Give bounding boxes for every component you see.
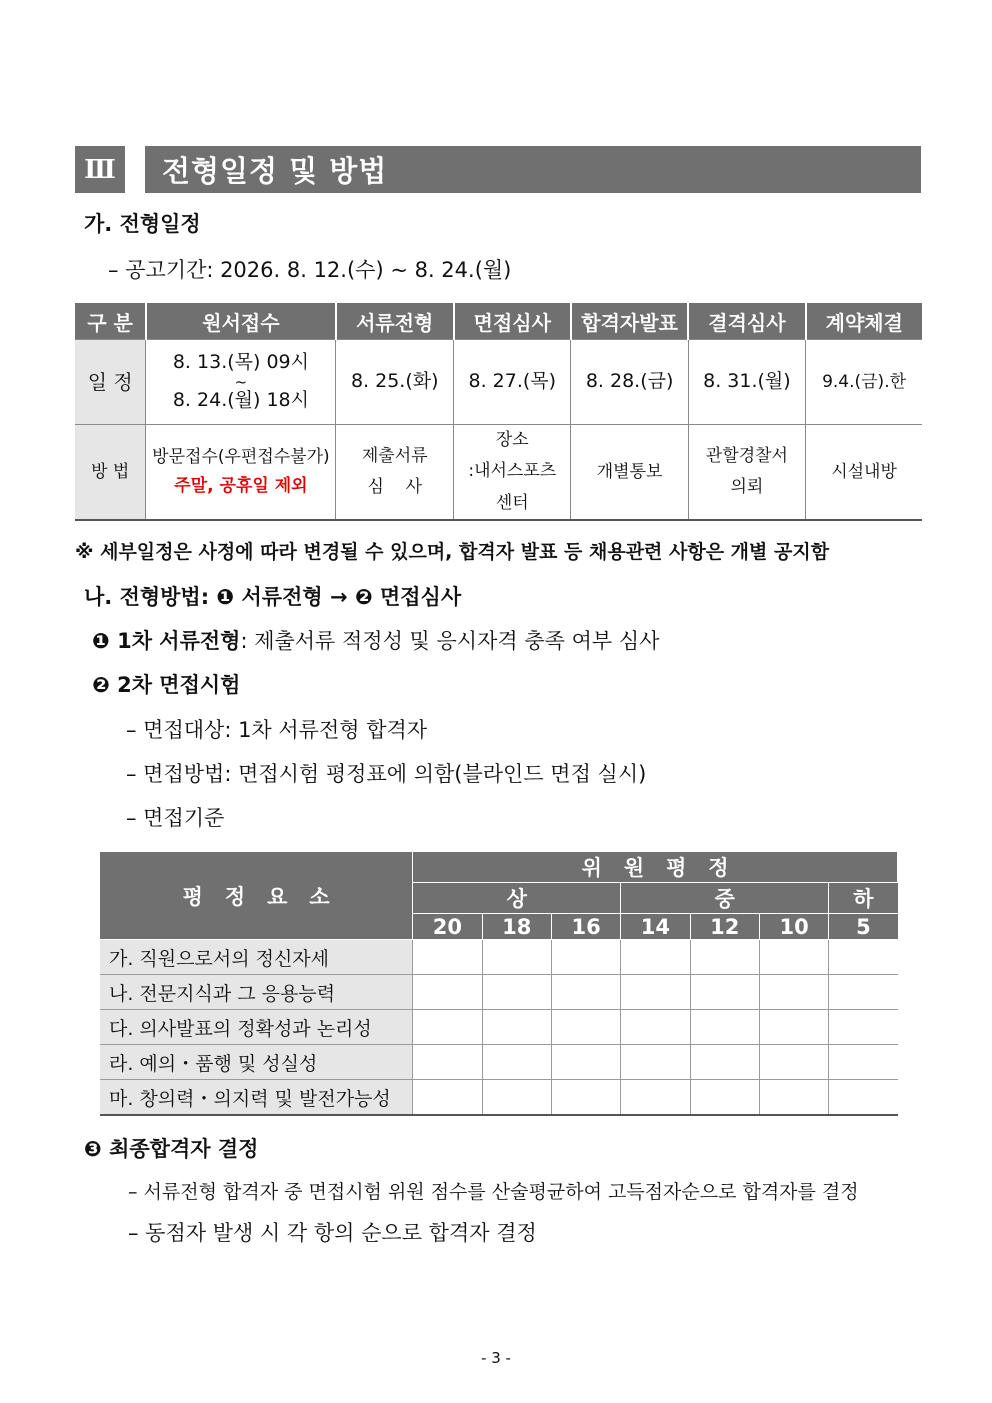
- criteria-header: 평 정 요 소: [100, 852, 413, 940]
- contract-date: 9.4.(금).한: [806, 340, 922, 425]
- announce-date: 8. 28.(금): [571, 340, 688, 425]
- score-cell: [482, 1045, 551, 1080]
- apply-exclusion: 주말, 공휴일 제외: [174, 476, 308, 497]
- score-cell: [551, 1010, 620, 1045]
- header-apply: 원서접수: [146, 303, 336, 340]
- score-14: 14: [621, 914, 690, 940]
- score-cell: [482, 975, 551, 1010]
- interview-place-label: 장소: [495, 430, 529, 450]
- doc-method-line1: 제출서류: [361, 446, 428, 467]
- score-cell: [551, 940, 620, 975]
- criterion-label: 다. 의사발표의 정확성과 논리성: [100, 1010, 413, 1045]
- grade-high: 상: [413, 883, 621, 914]
- apply-method: 방문접수(우편접수불가): [152, 447, 330, 468]
- doc-method-cell: [336, 425, 454, 521]
- grade-mid: 중: [621, 883, 829, 914]
- schedule-header-row: [75, 303, 922, 340]
- score-cell: [551, 1080, 620, 1116]
- grade-low: 하: [829, 883, 898, 914]
- row-label-schedule: 일 정: [75, 340, 146, 425]
- table-row: [100, 1080, 898, 1116]
- score-cell: [829, 1045, 898, 1080]
- apply-period-cell: [146, 340, 336, 425]
- page-number: - 3 -: [481, 1349, 511, 1367]
- score-cell: [413, 975, 482, 1010]
- score-18: 18: [482, 914, 551, 940]
- schedule-table: [75, 303, 922, 521]
- announce-method: 개별통보: [571, 425, 688, 521]
- score-cell: [829, 975, 898, 1010]
- score-cell: [759, 1080, 828, 1116]
- header-doc: 서류전형: [336, 303, 454, 340]
- score-cell: [551, 975, 620, 1010]
- score-cell: [690, 1010, 759, 1045]
- score-header-row-1: [100, 852, 898, 883]
- apply-method-cell: [146, 425, 336, 521]
- criterion-label: 마. 창의력・의지력 및 발전가능성: [100, 1080, 413, 1116]
- score-cell: [759, 1045, 828, 1080]
- header-interview: 면접심사: [454, 303, 571, 340]
- criterion-label: 나. 전문지식과 그 응용능력: [100, 975, 413, 1010]
- doc-method-line2: 심 사: [367, 477, 422, 498]
- check-method-line1: 관할경찰서: [705, 446, 788, 467]
- header-category: 구 분: [75, 303, 146, 340]
- section-number: Ⅲ: [75, 146, 125, 193]
- step1-title: ❶ 1차 서류전형: [92, 629, 241, 653]
- apply-start: 8. 13.(목) 09시: [172, 351, 309, 374]
- check-method-line2: 의뢰: [730, 477, 764, 498]
- score-cell: [482, 940, 551, 975]
- score-cell: [413, 1080, 482, 1116]
- table-row: [100, 1010, 898, 1045]
- header-contract: 계약체결: [806, 303, 922, 340]
- score-10: 10: [759, 914, 828, 940]
- score-cell: [759, 940, 828, 975]
- score-16: 16: [551, 914, 620, 940]
- score-cell: [759, 1010, 828, 1045]
- interview-date: 8. 27.(목): [454, 340, 571, 425]
- step3-heading: ❸ 최종합격자 결정: [84, 1137, 259, 1161]
- schedule-note: ※ 세부일정은 사정에 따라 변경될 수 있으며, 합격자 발표 등 채용관련 사항은 개별 공지함: [75, 541, 830, 563]
- table-row: [100, 1045, 898, 1080]
- step3-item: – 동점자 발생 시 각 항의 순으로 합격자 결정: [128, 1221, 537, 1245]
- step3-item: – 서류전형 합격자 중 면접시험 위원 점수를 산술평균하여 고득점자순으로 합격자를 결정: [128, 1181, 859, 1203]
- header-announce: 합격자발표: [571, 303, 688, 340]
- score-cell: [482, 1080, 551, 1116]
- interview-place-name: :내서스포츠: [468, 461, 557, 482]
- score-cell: [829, 1080, 898, 1116]
- doc-date: 8. 25.(화): [336, 340, 454, 425]
- score-12: 12: [690, 914, 759, 940]
- score-cell: [413, 940, 482, 975]
- interview-place-center: 센터: [495, 492, 529, 513]
- apply-end: 8. 24.(월) 18시: [172, 389, 309, 411]
- step2-title: ❷ 2차 면접시험: [92, 673, 241, 697]
- score-cell: [829, 1010, 898, 1045]
- score-cell: [621, 1080, 690, 1116]
- committee-header: 위 원 평 정: [413, 852, 898, 883]
- score-cell: [690, 975, 759, 1010]
- score-5: 5: [829, 914, 898, 940]
- score-cell: [621, 1045, 690, 1080]
- score-cell: [413, 1045, 482, 1080]
- score-cell: [413, 1010, 482, 1045]
- score-cell: [690, 1045, 759, 1080]
- table-row: [100, 975, 898, 1010]
- step2-item: – 면접방법: 면접시험 평정표에 의함(블라인드 면접 실시): [126, 762, 647, 786]
- interview-score-table: [100, 851, 898, 1116]
- notice-period: – 공고기간: 2026. 8. 12.(수) ~ 8. 24.(월): [108, 258, 512, 282]
- part-b-heading: 나. 전형방법: ❶ 서류전형 → ❷ 면접심사: [84, 585, 462, 609]
- method-row: [75, 425, 922, 521]
- criterion-label: 라. 예의・품행 및 성실성: [100, 1045, 413, 1080]
- step2-item: – 면접대상: 1차 서류전형 합격자: [126, 718, 428, 742]
- step2-item: – 면접기준: [126, 806, 225, 830]
- schedule-row: [75, 340, 922, 425]
- step1-line: [92, 625, 659, 655]
- score-cell: [621, 940, 690, 975]
- part-a-heading: 가. 전형일정: [84, 212, 201, 236]
- score-cell: [690, 940, 759, 975]
- interview-method-cell: [454, 425, 571, 521]
- step1-desc: : 제출서류 적정성 및 응시자격 충족 여부 심사: [240, 629, 660, 653]
- row-label-method: 방 법: [75, 425, 146, 521]
- score-cell: [829, 940, 898, 975]
- criterion-label: 가. 직원으로서의 정신자세: [100, 940, 413, 975]
- check-date: 8. 31.(월): [688, 340, 805, 425]
- check-method-cell: [688, 425, 805, 521]
- apply-tilde: ~: [234, 373, 248, 391]
- score-cell: [690, 1080, 759, 1116]
- header-check: 결격심사: [688, 303, 805, 340]
- score-20: 20: [413, 914, 482, 940]
- score-cell: [759, 975, 828, 1010]
- score-cell: [621, 1010, 690, 1045]
- contract-method: 시설내방: [806, 425, 922, 521]
- score-cell: [482, 1010, 551, 1045]
- score-cell: [551, 1045, 620, 1080]
- table-row: [100, 940, 898, 975]
- section-title: 전형일정 및 방법: [145, 146, 921, 193]
- score-cell: [621, 975, 690, 1010]
